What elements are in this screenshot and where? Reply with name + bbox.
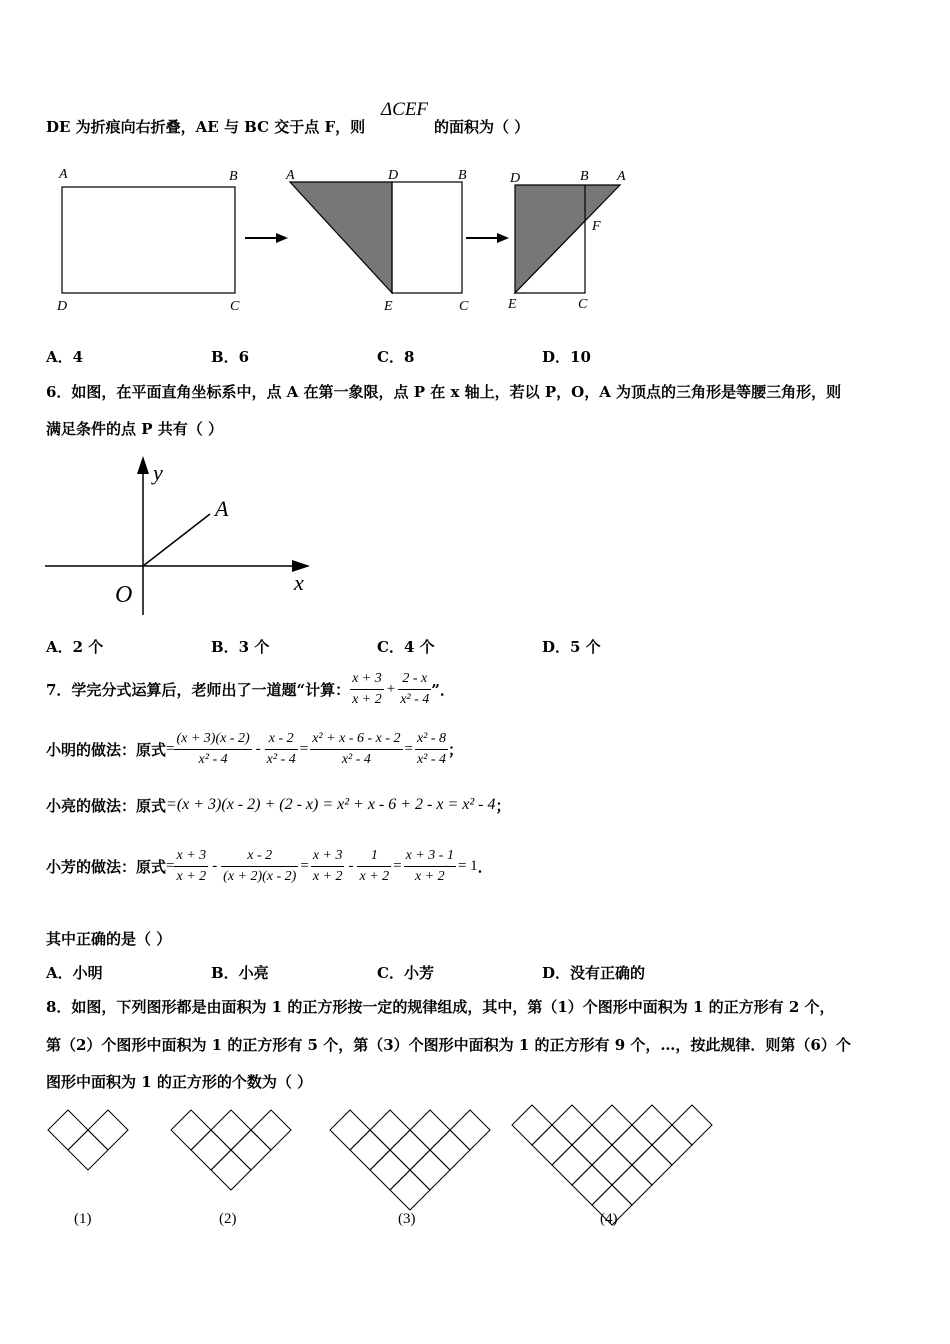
pattern-2 (171, 1110, 291, 1190)
unit-square (390, 1170, 430, 1210)
unit-square (632, 1105, 672, 1145)
q5-math-cef: ΔCEF (381, 99, 429, 120)
unit-square (211, 1150, 251, 1190)
unit-square (211, 1110, 251, 1150)
xf-frac4: $\frac{1}{x + 2}$ (359, 847, 390, 884)
fig2-label-e: E (384, 299, 393, 314)
unit-square (370, 1150, 410, 1190)
xiaoming-label: 小明的做法：原式 (46, 740, 167, 759)
unit-square (592, 1105, 632, 1145)
unit-square (171, 1110, 211, 1150)
y-axis-arrow (137, 456, 149, 474)
q6-option-a[interactable]: A．2 个 (46, 638, 104, 656)
fig3-label-f: F (592, 219, 601, 234)
q5-text (46, 116, 365, 137)
unit-square (48, 1110, 88, 1150)
unit-square (88, 1110, 128, 1150)
fig3-label-c: C (578, 297, 588, 312)
unit-square (370, 1110, 410, 1150)
xf-frac3: $\frac{x + 3}{x + 2}$ (312, 847, 343, 884)
q7-intro-row: 7．学完分式运算后，老师出了一道题“计算： $\frac{x + 3}{x + 2}$ + $\frac{2 - x}{\text{x² - 4}}$ ”． (46, 667, 455, 711)
unit-square (572, 1165, 612, 1205)
q7-frac1: $\frac{x + 3}{x + 2}$ (352, 670, 382, 707)
q7-xiaofang-row: 小芳的做法：原式 = $\frac{x + 3}{x + 2}$ - $\frac{x - 2}{(x + 2)(x - 2)}$ = $\frac{x + 3}{x + 2}$ - $\frac{1}{x + 2}$ = $\frac{x + 3 - 1}{x + 2}$ = 1 ． (46, 842, 493, 890)
unit-square (552, 1105, 592, 1145)
unit-square (191, 1130, 231, 1170)
q5-option-b[interactable]: B．6 (211, 348, 250, 366)
q6-option-d[interactable]: D．5 个 (542, 638, 601, 656)
unit-square (592, 1145, 632, 1185)
caption-4: (4) (600, 1211, 618, 1227)
unit-square (390, 1130, 430, 1170)
fig2-rectangle (392, 182, 462, 293)
unit-square (450, 1110, 490, 1150)
unit-square (410, 1150, 450, 1190)
q7-frac2: $\frac{2 - x}{\text{x² - 4}}$ (400, 670, 430, 707)
fig2-label-b: B (458, 168, 467, 183)
caption-2: (2) (219, 1211, 237, 1227)
xm-frac3: $\frac{\text{x² + x - 6 - x - 2}}{\text{x² - 4}}$ (312, 730, 401, 767)
xiaofang-label: 小芳的做法：原式 (46, 857, 167, 876)
q7-intro-end: ”． (431, 680, 455, 699)
fig3-label-b: B (580, 169, 589, 184)
pattern-1 (48, 1110, 128, 1170)
fig1-label-a: A (59, 167, 68, 182)
fig2-label-a: A (286, 168, 295, 183)
q5-option-c[interactable]: C．8 (377, 348, 415, 366)
q7-xiaoming-row: 小明的做法：原式 = $\frac{(x + 3)(x - 2)}{\text{x² - 4}}$ - $\frac{x - 2}{\text{x² - 4}}$ = $\frac{\text{x² + x - 6 - x - 2}}{\text{x² - 4}}$ = $\frac{\text{x² - 8}}{\text{x² - 4}}$ ； (46, 727, 463, 771)
point-a-label: A (215, 496, 229, 521)
fig3-label-a: A (617, 169, 626, 184)
unit-square (512, 1105, 552, 1145)
q7-option-b[interactable]: B．小亮 (211, 964, 269, 982)
q6-coordinate-figure (40, 450, 330, 625)
unit-square (231, 1130, 271, 1170)
fig1-label-b: B (229, 169, 238, 184)
segment-oa (143, 514, 210, 566)
q6-option-c[interactable]: C．4 个 (377, 638, 435, 656)
xf-frac1: $\frac{x + 3}{x + 2}$ (176, 847, 207, 884)
y-axis-label: y (153, 460, 163, 485)
fig1-label-d: D (57, 299, 68, 314)
q7-question: 其中正确的是（ ） (46, 930, 172, 948)
q5-option-d[interactable]: D．10 (542, 348, 591, 366)
q8-line1: 8．如图，下列图形都是由面积为 1 的正方形按一定的规律组成，其中，第（1）个图形中面积为 1 的正方形有 2 个， (46, 998, 835, 1016)
fig1-rectangle (62, 187, 235, 293)
q6-line1: 6．如图，在平面直角坐标系中，点 A 在第一象限，点 P 在 x 轴上，若以 P，O，A 为顶点的三角形是等腰三角形，则 (46, 383, 842, 401)
fig3-label-e: E (508, 297, 517, 312)
unit-square (572, 1125, 612, 1165)
q7-xiaoliang-row: 小亮的做法：原式 =(x + 3)(x - 2) + (2 - x) = x² + x - 6 + 2 - x = x² - 4 ； (46, 796, 511, 815)
pattern-4 (512, 1105, 712, 1225)
unit-square (251, 1110, 291, 1150)
unit-square (330, 1110, 370, 1150)
pattern-3 (330, 1110, 490, 1210)
arrow-2-head (497, 233, 509, 243)
q6-option-b[interactable]: B．3 个 (211, 638, 270, 656)
xf-frac2: $\frac{x - 2}{(x + 2)(x - 2)}$ (223, 847, 297, 884)
xm-frac2: $\frac{x - 2}{\text{x² - 4}}$ (266, 730, 296, 767)
xl-expression: =(x + 3)(x - 2) + (2 - x) = x² + x - 6 + 2 - x = x² - 4 (166, 796, 496, 813)
xiaoliang-label: 小亮的做法：原式 (46, 796, 167, 815)
q6-line2: 满足条件的点 P 共有（ ） (46, 420, 223, 438)
xm-frac4: $\frac{\text{x² - 8}}{\text{x² - 4}}$ (416, 730, 447, 767)
x-axis-label: x (294, 570, 304, 595)
unit-square (672, 1105, 712, 1145)
caption-3: (3) (398, 1211, 416, 1227)
unit-square (350, 1130, 390, 1170)
q5-line: DE 为折痕向右折叠，AE 与 BC 交于点 F，则 (46, 118, 366, 136)
unit-square (552, 1145, 592, 1185)
fig1-label-c: C (230, 299, 240, 314)
arrow-1-head (276, 233, 288, 243)
origin-label: O (115, 582, 133, 608)
q5-figures (40, 160, 640, 320)
q8-line2: 第（2）个图形中面积为 1 的正方形有 5 个，第（3）个图形中面积为 1 的正方形有 9 个，…，按此规律．则第（6）个 (46, 1036, 851, 1054)
q7-intro: 7．学完分式运算后，老师出了一道题“计算： (46, 680, 351, 699)
caption-1: (1) (74, 1211, 92, 1227)
fig3-label-d: D (510, 171, 521, 186)
q5-option-a[interactable]: A．4 (46, 348, 84, 366)
unit-square (532, 1125, 572, 1165)
q7-option-a[interactable]: A．小明 (46, 964, 103, 982)
fig2-folded-triangle (290, 182, 392, 293)
unit-square (652, 1125, 692, 1165)
q7-option-c[interactable]: C．小芳 (377, 964, 434, 982)
xm-frac1: $\frac{(x + 3)(x - 2)}{\text{x² - 4}}$ (176, 730, 250, 767)
q5-tail: 的面积为（ ） (434, 118, 530, 136)
unit-square (612, 1165, 652, 1205)
q8-square-patterns (40, 1095, 730, 1235)
unit-square (632, 1145, 672, 1185)
unit-square (612, 1125, 652, 1165)
unit-square (430, 1130, 470, 1170)
unit-square (410, 1110, 450, 1150)
q8-line3: 图形中面积为 1 的正方形的个数为（ ） (46, 1073, 313, 1091)
unit-square (68, 1130, 108, 1170)
fig2-label-d: D (388, 168, 399, 183)
fig2-label-c: C (459, 299, 469, 314)
q7-option-d[interactable]: D．没有正确的 (542, 964, 646, 982)
xf-frac5: $\frac{x + 3 - 1}{x + 2}$ (405, 847, 454, 884)
